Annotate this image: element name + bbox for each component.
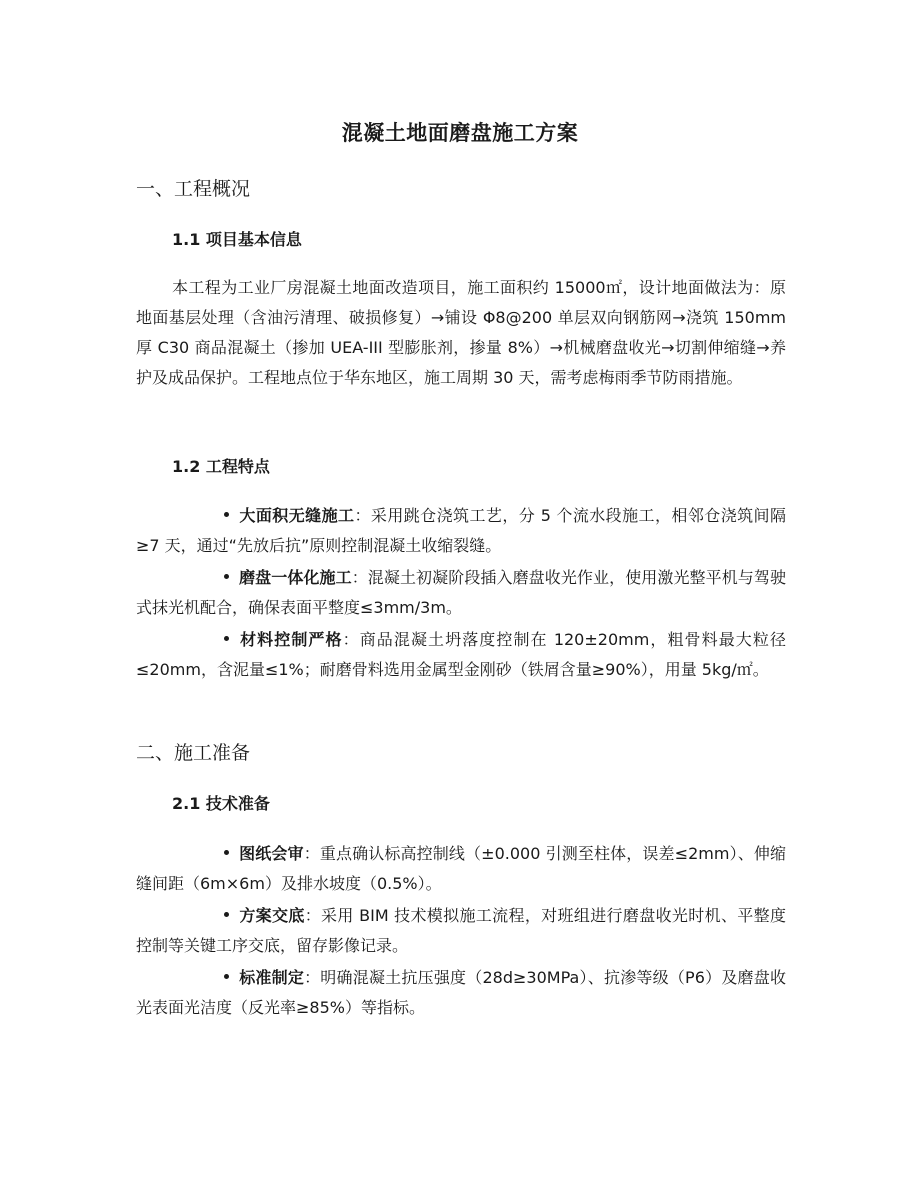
list-item xyxy=(136,563,786,623)
list-item xyxy=(136,839,786,899)
bullet-icon xyxy=(224,636,229,641)
bullet-icon xyxy=(224,574,229,579)
list-item xyxy=(136,901,786,961)
subsection-heading-2-1: 2.1 技术准备 xyxy=(172,794,270,813)
features-list xyxy=(136,501,786,687)
tech-prep-list xyxy=(136,839,786,1025)
item-term: 大面积无缝施工 xyxy=(239,506,355,525)
list-item xyxy=(136,501,786,561)
list-item xyxy=(136,625,786,685)
item-text: ：明确混凝土抗压强度（28d≥30MPa）、抗渗等级（P6）及磨盘收光表面光洁度（反光率≥85%）等指标。 xyxy=(136,968,786,1017)
bullet-icon xyxy=(224,850,229,855)
item-text: ：采用跳仓浇筑工艺，分 5 个流水段施工，相邻仓浇筑间隔≥7 天，通过“先放后抗”原则控制混凝土收缩裂缝。 xyxy=(136,506,786,555)
item-term: 磨盘一体化施工 xyxy=(239,568,352,587)
subsection-heading-1-1: 1.1 项目基本信息 xyxy=(172,230,302,249)
item-term: 标准制定 xyxy=(239,968,305,987)
subsection-heading-1-2: 1.2 工程特点 xyxy=(172,457,270,476)
list-item xyxy=(136,963,786,1023)
project-info-paragraph: 本工程为工业厂房混凝土地面改造项目，施工面积约 15000㎡，设计地面做法为：原地面基层处理（含油污清理、破损修复）→铺设 Φ8@200 单层双向钢筋网→浇筑 150mm 厚 C30 商品混凝土（掺加 UEA-III 型膨胀剂，掺量 8%）→机械磨盘收光→切割伸缩缝→养护及成品保护。工程地点位于华东地区，施工周期 30 天，需考虑梅雨季节防雨措施。 xyxy=(136,278,786,387)
bullet-icon xyxy=(224,974,229,979)
item-text: ：采用 BIM 技术模拟施工流程，对班组进行磨盘收光时机、平整度控制等关键工序交底，留存影像记录。 xyxy=(136,906,786,955)
item-term: 方案交底 xyxy=(239,906,305,925)
item-text: ：重点确认标高控制线（±0.000 引测至柱体，误差≤2mm）、伸缩缝间距（6m×6m）及排水坡度（0.5%）。 xyxy=(136,844,786,893)
bullet-icon xyxy=(224,912,229,917)
item-term: 图纸会审 xyxy=(239,844,304,863)
item-term: 材料控制严格 xyxy=(239,630,343,649)
section-heading-2: 二、施工准备 xyxy=(136,742,251,764)
section-heading-1: 一、工程概况 xyxy=(136,178,251,200)
item-text: ：商品混凝土坍落度控制在 120±20mm，粗骨料最大粒径≤20mm，含泥量≤1%；耐磨骨料选用金属型金刚砂（铁屑含量≥90%），用量 5kg/㎡。 xyxy=(136,630,786,679)
document-title: 混凝土地面磨盘施工方案 xyxy=(341,121,579,145)
bullet-icon xyxy=(224,512,229,517)
item-text: ：混凝土初凝阶段插入磨盘收光作业，使用激光整平机与驾驶式抹光机配合，确保表面平整度≤3mm/3m。 xyxy=(136,568,786,617)
